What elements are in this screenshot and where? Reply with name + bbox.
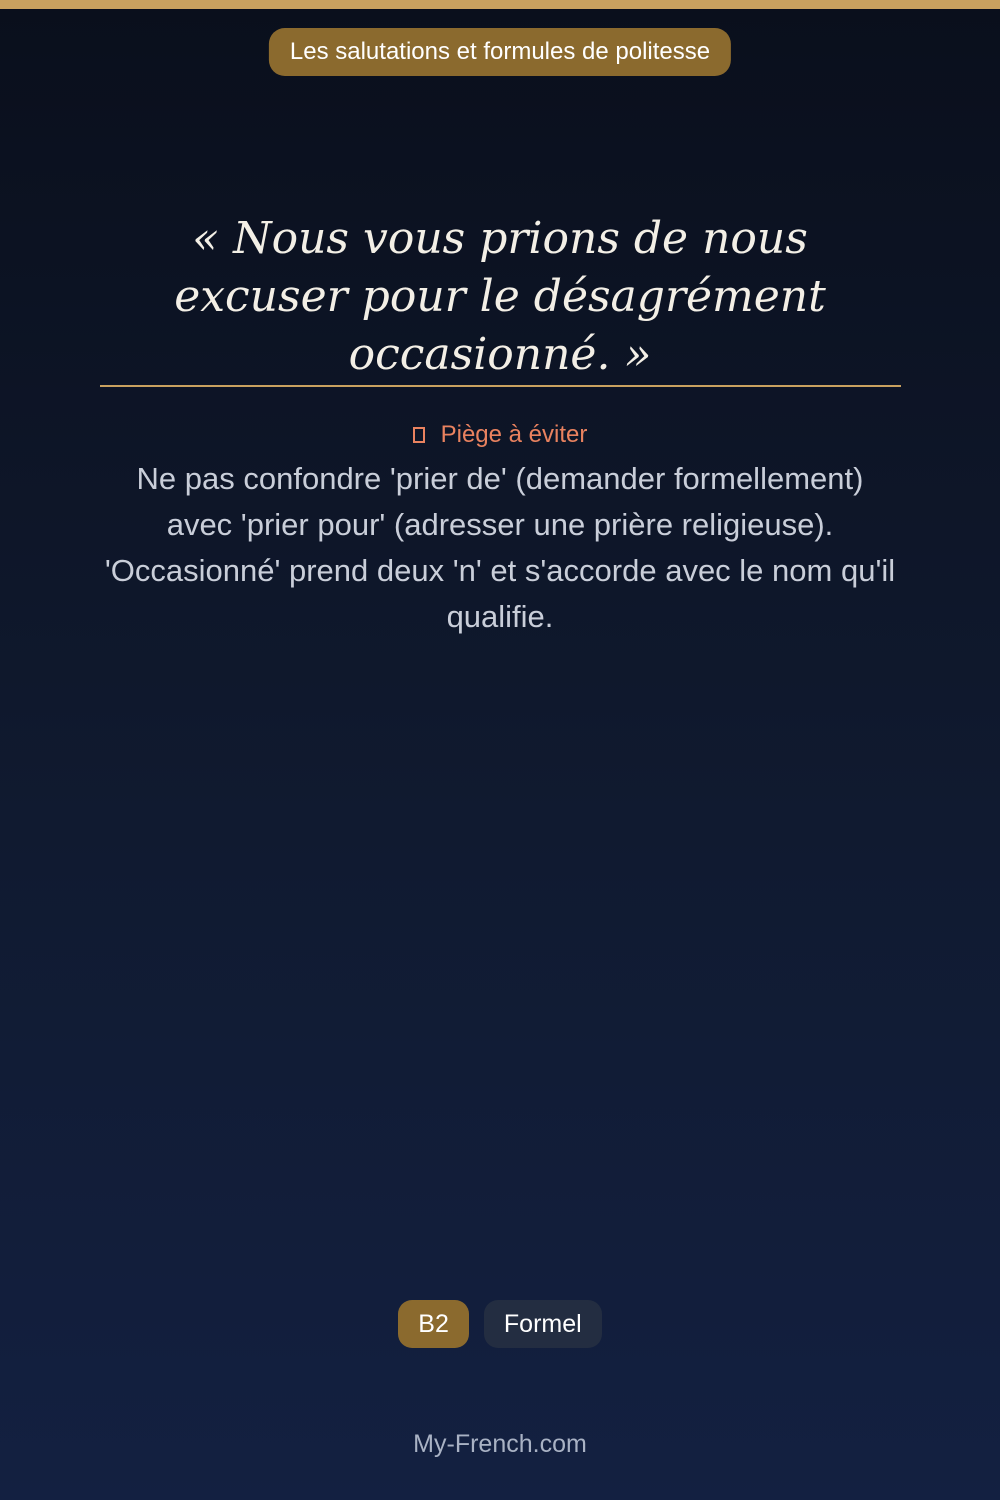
warning-icon xyxy=(413,427,425,443)
pitfall-explanation: Ne pas confondre 'prier de' (demander formellement) avec 'prier pour' (adresser une prière religieuse). 'Occasionné' prend deux 'n' et s'accorde avec le nom qu'il qualifie. xyxy=(104,461,896,634)
level-tag: B2 xyxy=(398,1300,469,1348)
site-footer: My-French.com xyxy=(413,1430,587,1458)
register-tag: Formel xyxy=(484,1300,602,1348)
top-accent-bar xyxy=(0,0,1000,9)
pitfall-heading xyxy=(0,420,1000,450)
phrase-quote: « Nous vous prions de nous excuser pour le désagrément occasionné. » xyxy=(174,213,826,380)
category-badge: Les salutations et formules de politesse xyxy=(269,28,731,76)
divider xyxy=(100,385,901,387)
tag-list xyxy=(0,1300,1000,1348)
pitfall-heading-label: Piège à éviter xyxy=(440,421,588,448)
